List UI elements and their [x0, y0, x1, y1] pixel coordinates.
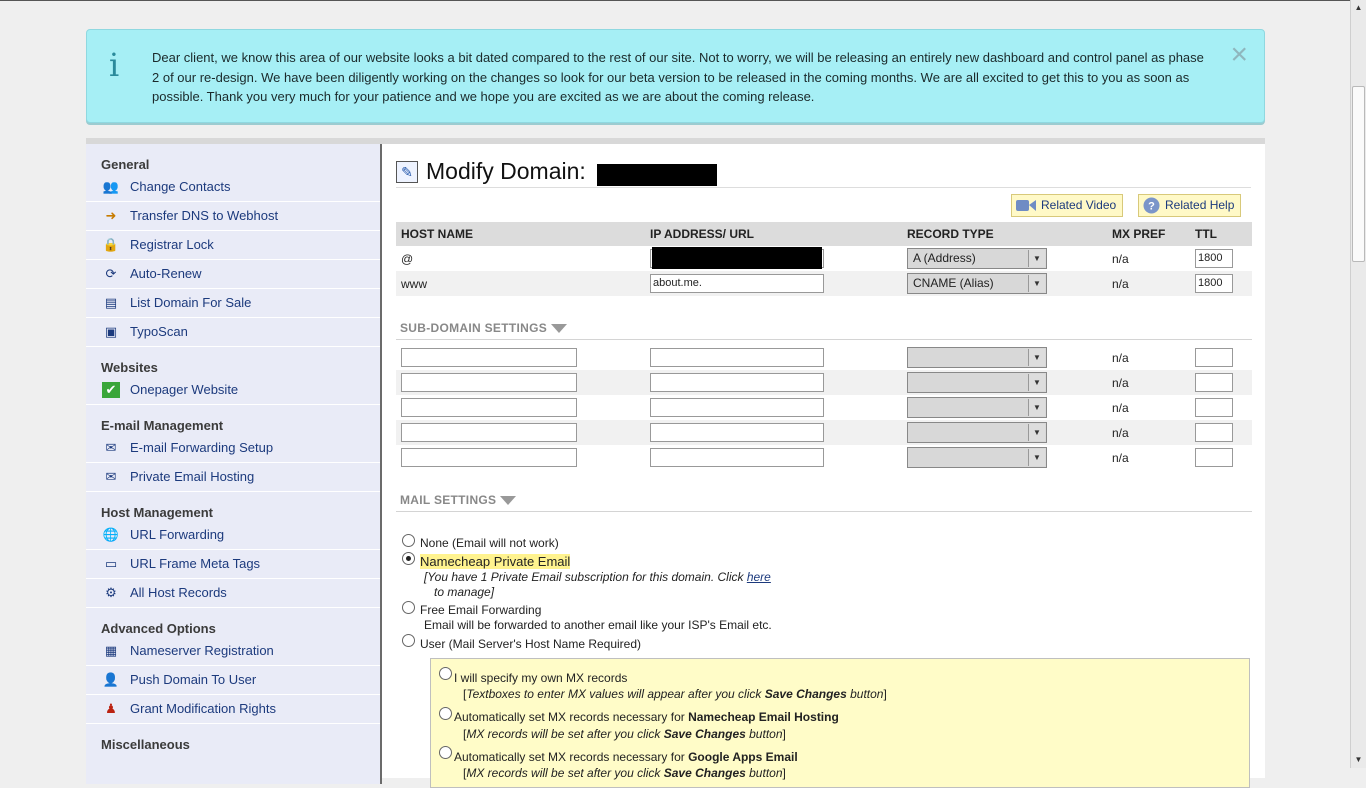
contacts-icon: 👥: [102, 179, 120, 194]
collapse-triangle-icon: [500, 496, 516, 505]
mail-option-forwarding-radio[interactable]: [402, 601, 415, 614]
chevron-down-icon: ▼: [1028, 349, 1045, 366]
close-icon[interactable]: ×: [1230, 38, 1248, 71]
notice-text: Dear client, we know this area of our website looks a bit dated compared to the rest of our site. Not to worry, we will be releasing an entirely new dashboard and control panel as phase 2 of our re-design. We have been diligently working on the changes so look for our beta version to be released in the coming months. We are all excited to get this to you as soon as possible. Thank you very much for your patience and we hope you are excited as we are about the coming release.: [152, 50, 1204, 104]
table-row: [396, 271, 1252, 296]
svg-text:?: ?: [1148, 200, 1155, 213]
ip-address-input[interactable]: about.me.: [650, 274, 824, 293]
sidebar-section-host: Host Management: [101, 505, 213, 520]
chevron-down-icon: ▼: [1028, 374, 1045, 391]
sidebar-item-label: Grant Modification Rights: [130, 701, 276, 716]
sidebar-item-registrar-lock[interactable]: [86, 231, 380, 260]
subdomain-ip-input[interactable]: [650, 423, 824, 442]
sidebar-section-general: General: [101, 157, 150, 172]
globe-icon: 🌐: [102, 527, 120, 542]
table-row: [396, 246, 1252, 271]
sidebar-item-url-forwarding[interactable]: [86, 521, 380, 550]
record-type-select[interactable]: A (Address) ▼: [907, 248, 1047, 269]
sidebar-item-label: URL Frame Meta Tags: [130, 556, 261, 571]
sidebar-item-typoscan[interactable]: [86, 318, 380, 347]
sidebar-item-label: URL Forwarding: [130, 527, 225, 542]
subdomain-host-input[interactable]: [401, 423, 577, 442]
auto-renew-icon: ⟳: [105, 266, 117, 281]
subdomain-ip-input[interactable]: [650, 448, 824, 467]
mail-option-user-radio[interactable]: [402, 634, 415, 647]
scroll-up-icon[interactable]: ▲: [1354, 3, 1363, 12]
subdomain-type-select[interactable]: [907, 447, 1047, 468]
sidebar-item-onepager[interactable]: [86, 376, 380, 405]
page-title: Modify Domain:: [426, 158, 586, 184]
subdomain-ttl-input[interactable]: [1195, 448, 1233, 467]
content-area: [382, 144, 1265, 784]
sidebar-item-change-contacts[interactable]: [86, 173, 380, 202]
host-name-cell: @: [401, 251, 414, 266]
mx-option-namecheap-note: [MX records will be set after you click Save Changes button]: [463, 727, 786, 741]
col-record-type: RECORD TYPE: [902, 222, 1107, 246]
related-help-label: Related Help: [1165, 198, 1235, 212]
checkmark-icon: ✔: [102, 382, 120, 398]
sidebar-item-label: Transfer DNS to Webhost: [130, 208, 279, 223]
mx-pref-cell: n/a: [1112, 350, 1129, 365]
sidebar-item-url-frame[interactable]: [86, 550, 380, 579]
subdomain-ttl-input[interactable]: [1195, 398, 1233, 417]
mx-option-google-label: Automatically set MX records necessary for Google Apps Email: [454, 750, 798, 764]
nameserver-icon: ▦: [104, 643, 118, 658]
typoscan-icon: ▣: [104, 324, 118, 339]
mx-options-box: [430, 658, 1250, 788]
sidebar-item-label: List Domain For Sale: [130, 295, 252, 310]
sidebar-item-label: Private Email Hosting: [130, 469, 255, 484]
mail-option-none-radio[interactable]: [402, 534, 415, 547]
table-row: [396, 395, 1252, 420]
subdomain-type-select[interactable]: [907, 372, 1047, 393]
col-ip-address: IP ADDRESS/ URL: [645, 222, 902, 246]
video-camera-icon: [1016, 199, 1036, 212]
host-name-cell: www: [396, 271, 645, 296]
sidebar-item-private-email[interactable]: [86, 463, 380, 492]
sidebar-item-label: TypoScan: [130, 324, 188, 339]
subdomain-ttl-input[interactable]: [1195, 373, 1233, 392]
redacted-domain: [597, 164, 717, 186]
subdomain-type-select[interactable]: [907, 397, 1047, 418]
sidebar-item-transfer-dns[interactable]: [86, 202, 380, 231]
sale-list-icon: ▤: [104, 295, 118, 310]
col-mx-pref: MX PREF: [1107, 222, 1190, 246]
related-video-label: Related Video: [1041, 198, 1117, 212]
table-row: [396, 420, 1252, 445]
host-records-icon: ⚙: [105, 585, 117, 600]
scroll-thumb[interactable]: [1352, 86, 1365, 262]
table-header-row: [396, 222, 1252, 246]
frame-icon: ▭: [104, 556, 118, 571]
edit-document-icon: ✎: [396, 161, 418, 183]
chevron-down-icon: ▼: [1028, 449, 1045, 466]
sidebar-section-websites: Websites: [101, 360, 158, 375]
mx-pref-cell: n/a: [1107, 420, 1190, 445]
mx-pref-cell: n/a: [1107, 271, 1190, 296]
mx-option-own-note: [Textboxes to enter MX values will appear after you click Save Changes button]: [463, 687, 887, 701]
scroll-down-icon[interactable]: ▼: [1354, 755, 1363, 764]
mx-option-google-radio[interactable]: [439, 746, 452, 759]
sidebar-item-auto-renew[interactable]: [86, 260, 380, 289]
mail-option-none-label: None (Email will not work): [420, 536, 559, 550]
notice-banner: [86, 29, 1265, 123]
sidebar-item-label: Auto-Renew: [130, 266, 202, 281]
ip-address-input[interactable]: [650, 249, 824, 268]
mx-option-namecheap-radio[interactable]: [439, 707, 452, 720]
subdomain-host-input[interactable]: [401, 373, 577, 392]
mx-option-own-label: I will specify my own MX records: [454, 671, 628, 685]
mx-pref-cell: n/a: [1112, 450, 1129, 465]
mx-pref-cell: n/a: [1107, 370, 1190, 395]
grant-rights-icon: ♟: [105, 701, 117, 716]
mx-pref-cell: n/a: [1112, 251, 1129, 266]
forwarding-note: Email will be forwarded to another email like your ISP's Email etc.: [424, 618, 772, 632]
mail-option-user-label: User (Mail Server's Host Name Required): [420, 637, 642, 651]
chevron-down-icon: ▼: [1028, 424, 1045, 441]
subdomain-host-input[interactable]: [401, 348, 577, 367]
sidebar-item-label: All Host Records: [130, 585, 227, 600]
subdomain-ip-input[interactable]: [650, 348, 824, 367]
redacted-ip: [652, 247, 822, 269]
mail-forward-icon: ✉: [105, 440, 117, 455]
main-panel: [86, 138, 1265, 778]
subdomain-table: [396, 345, 1252, 470]
info-icon: i: [109, 46, 120, 84]
push-user-icon: 👤: [102, 672, 120, 687]
lock-icon: 🔒: [102, 237, 120, 252]
table-row: [396, 345, 1252, 370]
vertical-scrollbar[interactable]: [1350, 0, 1366, 768]
chevron-down-icon: ▼: [1028, 275, 1045, 292]
related-video-button[interactable]: [1011, 194, 1123, 217]
mail-option-private-email-label: Namecheap Private Email: [420, 554, 571, 569]
sidebar-item-host-records[interactable]: [86, 579, 380, 608]
mx-option-google-note: [MX records will be set after you click Save Changes button]: [463, 766, 786, 780]
sidebar-item-list-for-sale[interactable]: [86, 289, 380, 318]
subdomain-type-select[interactable]: [907, 347, 1047, 368]
sidebar-section-misc: Miscellaneous: [101, 737, 190, 752]
ttl-input[interactable]: 1800: [1195, 274, 1233, 293]
sidebar-item-label: Push Domain To User: [130, 672, 257, 687]
sidebar-section-email: E-mail Management: [101, 418, 224, 433]
sidebar-item-nameserver[interactable]: [86, 637, 380, 666]
sidebar-item-label: Nameserver Registration: [130, 643, 274, 658]
collapse-triangle-icon: [551, 324, 567, 333]
ttl-input[interactable]: 1800: [1195, 249, 1233, 268]
subdomain-host-input[interactable]: [401, 448, 577, 467]
subdomain-ip-input[interactable]: [650, 398, 824, 417]
host-records-table: [396, 222, 1252, 296]
subdomain-host-input[interactable]: [401, 398, 577, 417]
chevron-down-icon: ▼: [1028, 399, 1045, 416]
subdomain-ttl-input[interactable]: [1195, 423, 1233, 442]
help-icon: [1143, 197, 1160, 214]
sidebar-section-advanced: Advanced Options: [101, 621, 216, 636]
mail-option-forwarding-label: Free Email Forwarding: [420, 603, 542, 617]
sidebar-item-label: Registrar Lock: [130, 237, 214, 252]
subdomain-type-select[interactable]: [907, 422, 1047, 443]
col-ttl: TTL: [1190, 222, 1252, 246]
sidebar: [86, 144, 382, 784]
table-row: [396, 370, 1252, 395]
envelope-icon: ✉: [105, 469, 117, 484]
mx-option-namecheap-label: Automatically set MX records necessary for Namecheap Email Hosting: [454, 710, 839, 724]
mail-option-private-email-radio[interactable]: [402, 552, 415, 565]
arrow-right-icon: ➜: [105, 208, 117, 223]
subdomain-ttl-input[interactable]: [1195, 348, 1233, 367]
chevron-down-icon: ▼: [1028, 250, 1045, 267]
sidebar-item-push-domain[interactable]: [86, 666, 380, 695]
mx-pref-cell: n/a: [1112, 400, 1129, 415]
sidebar-item-email-forwarding[interactable]: [86, 434, 380, 463]
mx-option-own-radio[interactable]: [439, 667, 452, 680]
subdomain-settings-toggle[interactable]: SUB-DOMAIN SETTINGS: [400, 321, 567, 335]
private-email-note: [You have 1 Private Email subscription for this domain. Click here to manage]: [424, 570, 771, 599]
sidebar-item-grant-rights[interactable]: [86, 695, 380, 724]
record-type-select[interactable]: CNAME (Alias) ▼: [907, 273, 1047, 294]
sidebar-item-label: E-mail Forwarding Setup: [130, 440, 274, 455]
manage-here-link[interactable]: here: [746, 570, 771, 584]
mail-settings-toggle[interactable]: MAIL SETTINGS: [400, 493, 516, 507]
col-host-name: HOST NAME: [396, 222, 645, 246]
table-row: [396, 445, 1252, 470]
related-help-button[interactable]: [1138, 194, 1241, 217]
sidebar-item-label: Onepager Website: [130, 382, 239, 397]
subdomain-ip-input[interactable]: [650, 373, 824, 392]
sidebar-item-label: Change Contacts: [130, 179, 231, 194]
